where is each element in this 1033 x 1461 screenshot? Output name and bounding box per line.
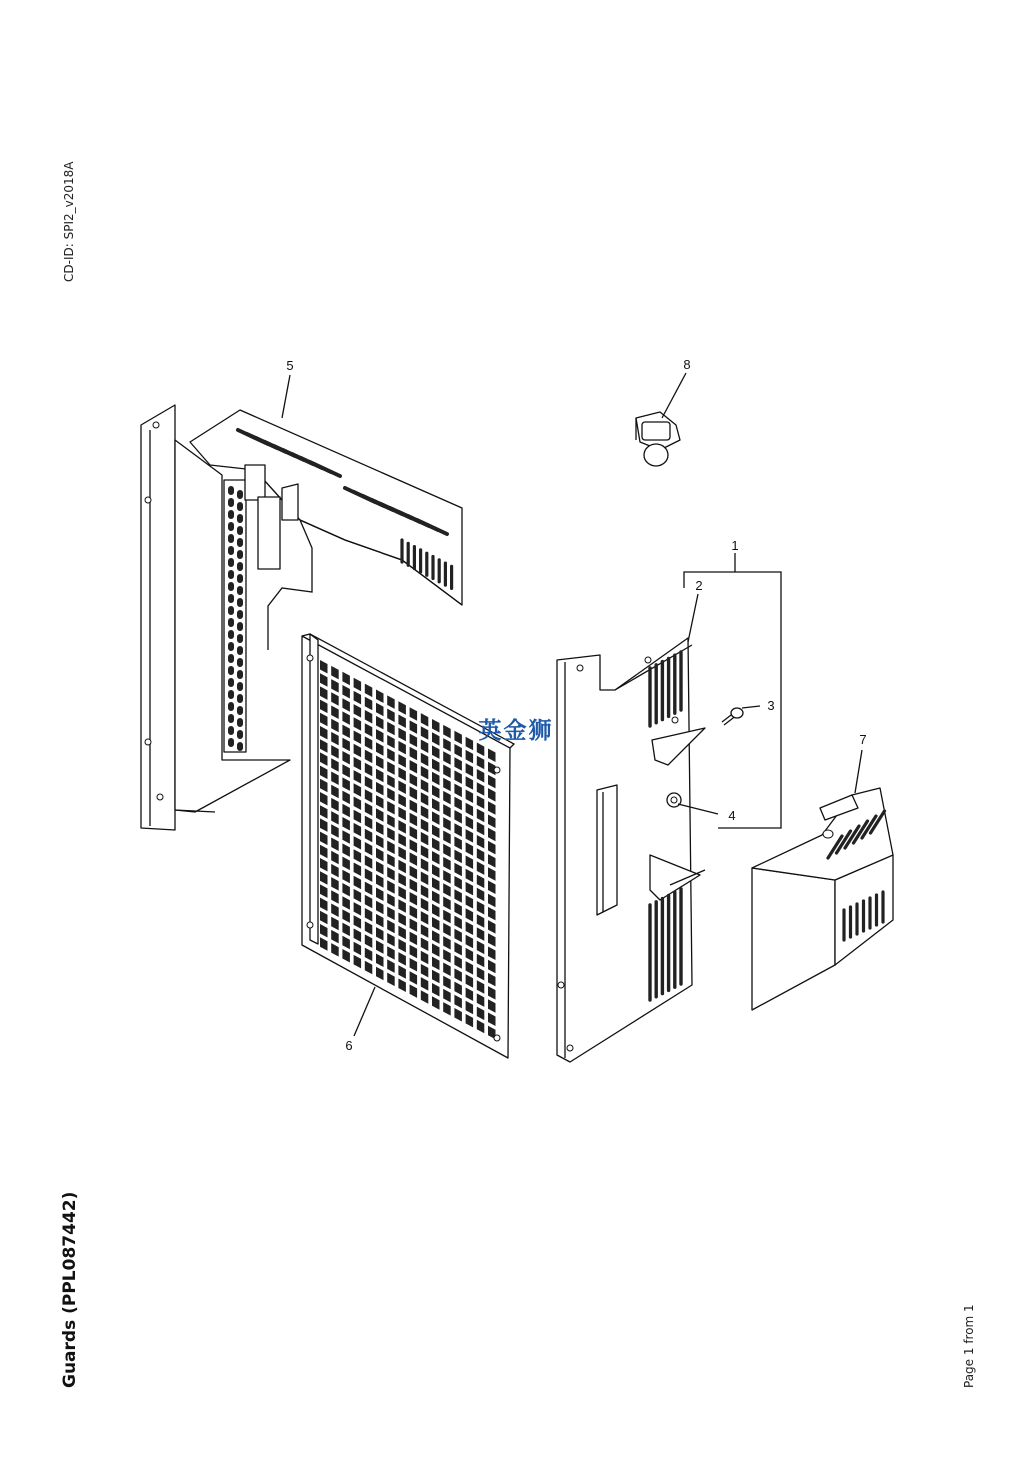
strip-hole — [237, 622, 243, 631]
page-number: Page 1 from 1 — [962, 1304, 976, 1388]
strip-hole — [237, 706, 243, 715]
strip-hole — [237, 634, 243, 643]
callout-1: 1 — [731, 538, 739, 553]
strip-hole — [237, 646, 243, 655]
strip-hole — [228, 726, 234, 735]
strip-hole — [228, 690, 234, 699]
strip-hole — [237, 682, 243, 691]
callout-5: 5 — [286, 358, 294, 373]
leader-5 — [282, 375, 290, 418]
callout-8: 8 — [683, 357, 691, 372]
strip-hole — [237, 586, 243, 595]
strip-hole — [228, 606, 234, 615]
strip-hole — [228, 666, 234, 675]
strip-hole — [228, 738, 234, 747]
strip-hole — [228, 714, 234, 723]
leader-6 — [354, 987, 375, 1036]
cd-id-label: CD-ID: SPI2_v2018A — [62, 161, 76, 282]
strip-hole — [228, 498, 234, 507]
strip-hole — [237, 730, 243, 739]
leader-2 — [688, 594, 698, 642]
strip-hole — [228, 546, 234, 555]
watermark-logo: 英金狮 — [478, 718, 554, 744]
leader-7 — [855, 750, 862, 793]
strip-hole — [228, 678, 234, 687]
strip-hole — [228, 522, 234, 531]
leader-8 — [662, 373, 686, 418]
strip-hole — [237, 490, 243, 499]
bolt-icon — [722, 706, 760, 725]
strip-hole — [228, 510, 234, 519]
strip-hole — [237, 514, 243, 523]
strip-hole — [237, 610, 243, 619]
side-guard-panel-icon — [557, 638, 705, 1062]
strip-hole — [228, 630, 234, 639]
callout-6: 6 — [345, 1038, 353, 1053]
clip-icon — [636, 412, 680, 466]
callout-4: 4 — [728, 808, 736, 823]
strip-hole — [228, 558, 234, 567]
mesh-grille-icon — [302, 634, 514, 1058]
strip-hole — [237, 598, 243, 607]
strip-hole — [237, 742, 243, 751]
strip-hole — [228, 486, 234, 495]
washer-nut-icon — [667, 793, 681, 807]
corner-guard-cover-icon — [752, 788, 893, 1010]
strip-hole — [237, 670, 243, 679]
strip-hole — [237, 574, 243, 583]
strip-hole — [237, 502, 243, 511]
strip-hole — [237, 526, 243, 535]
callout-2: 2 — [695, 578, 703, 593]
strip-hole — [228, 642, 234, 651]
strip-hole — [237, 694, 243, 703]
strip-hole — [228, 594, 234, 603]
strip-hole — [228, 534, 234, 543]
strip-hole — [237, 550, 243, 559]
strip-hole — [228, 582, 234, 591]
strip-hole — [237, 718, 243, 727]
page-title: Guards (PPL087442) — [60, 1191, 80, 1388]
strip-hole — [237, 658, 243, 667]
callout-3: 3 — [767, 698, 775, 713]
strip-hole — [228, 618, 234, 627]
strip-hole — [228, 570, 234, 579]
strip-hole — [237, 538, 243, 547]
strip-hole — [228, 702, 234, 711]
callout-7: 7 — [859, 732, 867, 747]
strip-hole — [228, 654, 234, 663]
strip-hole — [237, 562, 243, 571]
